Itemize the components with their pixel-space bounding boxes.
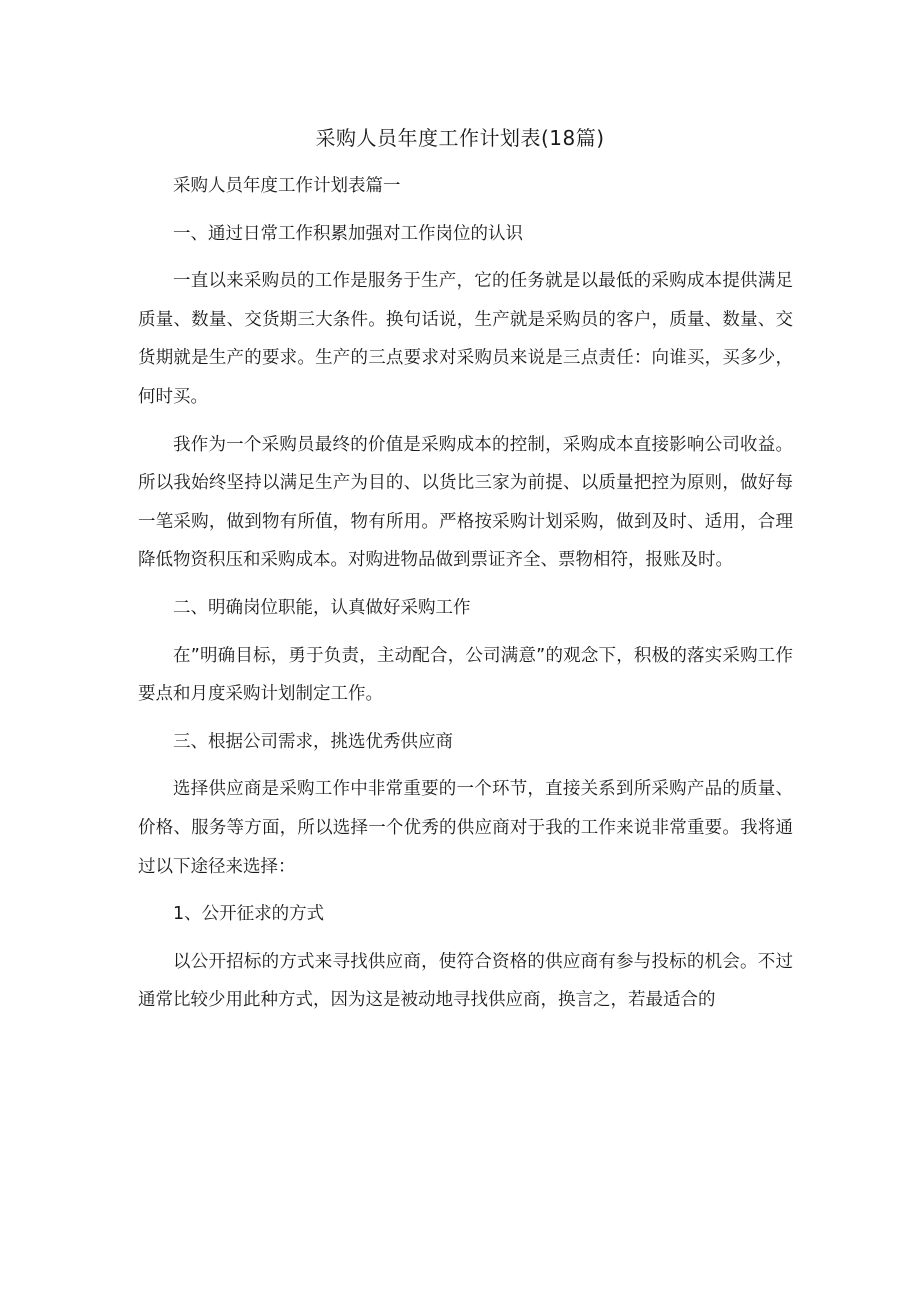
paragraph-5: 以公开招标的方式来寻找供应商，使符合资格的供应商有参与投标的机会。不过通常比较少用此种方式，因为这是被动地寻找供应商，换言之，若最适合的 <box>138 951 793 1011</box>
subheading-1: 1、公开征求的方式 <box>173 904 325 925</box>
heading-2: 二、明确岗位职能，认真做好采购工作 <box>173 597 471 618</box>
paragraph-1: 一直以来采购员的工作是服务于生产，它的任务就是以最低的采购成本提供满足质量、数量、交货期三大条件。换句话说，生产就是采购员的客户，质量、数量、交货期就是生产的要求。生产的三点要求对采购员来说是三点责任：向谁买，买多少，何时买。 <box>138 271 793 407</box>
document-title: 采购人员年度工作计划表(18篇) <box>315 126 605 150</box>
paragraph-2: 我作为一个采购员最终的价值是采购成本的控制，采购成本直接影响公司收益。所以我始终坚持以满足生产为目的、以货比三家为前提、以质量把控为原则，做好每一笔采购，做到物有所值，物有所用。严格按采购计划采购，做到及时、适用，合理降低物资积压和采购成本。对购进物品做到票证齐全、票物相符，报账及时。 <box>138 434 793 571</box>
paragraph-4: 选择供应商是采购工作中非常重要的一个环节，直接关系到所采购产品的质量、价格、服务等方面，所以选择一个优秀的供应商对于我的工作来说非常重要。我将通过以下途径来选择： <box>138 779 793 877</box>
heading-1: 一、通过日常工作积累加强对工作岗位的认识 <box>173 223 523 244</box>
section-heading-part-one: 采购人员年度工作计划表篇一 <box>173 176 401 196</box>
document-body <box>138 167 793 1029</box>
paragraph-3: 在”明确目标，勇于负责，主动配合，公司满意”的观念下，积极的落实采购工作要点和月度采购计划制定工作。 <box>138 645 793 705</box>
heading-3: 三、根据公司需求，挑选优秀供应商 <box>173 731 453 752</box>
